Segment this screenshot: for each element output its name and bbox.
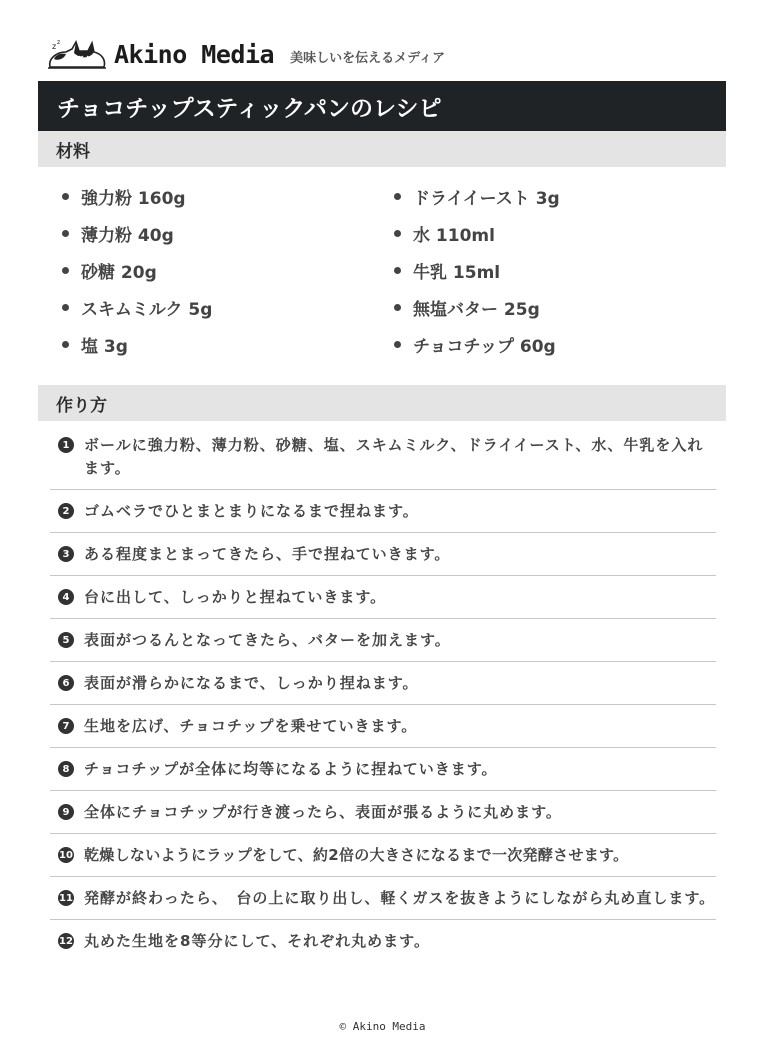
ingredient-item <box>62 178 212 215</box>
ingredient-item <box>62 252 212 289</box>
ingredient-item <box>62 289 212 326</box>
step-text: ボールに強力粉、薄力粉、砂糖、塩、スキムミルク、ドライイースト、水、牛乳を入れます。 <box>84 436 704 477</box>
method-steps <box>50 424 716 962</box>
step-text: 表面が滑らかになるまで、しっかり捏ねます。 <box>84 674 419 692</box>
ingredient-label: 砂糖 20g <box>81 263 157 283</box>
step-number: 5 <box>58 632 74 648</box>
brand-name[interactable]: Akino Media <box>114 39 275 69</box>
copyright-footer: © Akino Media <box>339 1020 426 1033</box>
step-item <box>50 920 716 962</box>
ingredient-label: ドライイースト 3g <box>413 189 560 209</box>
ingredients-list-right <box>394 178 560 363</box>
recipe-title-bar <box>38 81 726 131</box>
step-text: 発酵が終わったら、 台の上に取り出し、軽くガスを抜きようにしながら丸め直します。 <box>84 889 716 907</box>
ingredient-item <box>62 215 212 252</box>
bullet-dot <box>394 304 401 311</box>
step-item <box>50 834 716 877</box>
ingredients-list-left <box>62 178 212 363</box>
step-item <box>50 662 716 705</box>
bullet-dot <box>394 267 401 274</box>
step-item <box>50 619 716 662</box>
ingredient-item <box>394 252 560 289</box>
ingredient-item <box>394 289 560 326</box>
ingredient-item <box>394 326 560 363</box>
step-text: 生地を広げ、チョコチップを乗せていきます。 <box>84 717 418 735</box>
bullet-dot <box>62 267 69 274</box>
step-number: 6 <box>58 675 74 691</box>
recipe-title: チョコチップスティックパンのレシピ <box>57 95 442 122</box>
step-number: 3 <box>58 546 74 562</box>
step-item <box>50 705 716 748</box>
ingredient-item <box>394 178 560 215</box>
step-item <box>50 533 716 576</box>
ingredient-label: 水 110ml <box>413 226 495 246</box>
step-item <box>50 748 716 791</box>
method-heading: 作り方 <box>38 385 726 421</box>
step-text: 全体にチョコチップが行き渡ったら、表面が張るように丸めます。 <box>84 803 562 821</box>
step-number: 10 <box>58 847 74 863</box>
bullet-dot <box>62 341 69 348</box>
step-number: 7 <box>58 718 74 734</box>
step-number: 11 <box>58 890 74 906</box>
step-item <box>50 877 716 920</box>
step-item <box>50 576 716 619</box>
step-text: ある程度まとまってきたら、手で捏ねていきます。 <box>84 545 451 563</box>
svg-text:z: z <box>52 42 57 51</box>
svg-text:z: z <box>57 39 61 46</box>
step-number: 1 <box>58 437 74 453</box>
step-item <box>50 490 716 533</box>
step-text: 丸めた生地を8等分にして、それぞれ丸めます。 <box>84 932 430 950</box>
ingredient-label: 塩 3g <box>81 337 128 357</box>
bullet-dot <box>394 230 401 237</box>
ingredient-label: スキムミルク 5g <box>81 300 213 320</box>
ingredient-label: 無塩バター 25g <box>413 300 540 320</box>
ingredient-label: 強力粉 160g <box>81 189 186 209</box>
step-text: 乾燥しないようにラップをして、約2倍の大きさになるまで一次発酵させます。 <box>84 846 629 864</box>
ingredients-heading: 材料 <box>38 131 726 167</box>
bullet-dot <box>394 193 401 200</box>
ingredient-label: 薄力粉 40g <box>81 226 174 246</box>
ingredient-label: 牛乳 15ml <box>413 263 501 283</box>
sleeping-cat-icon <box>46 37 108 71</box>
step-number: 8 <box>58 761 74 777</box>
ingredient-item <box>394 215 560 252</box>
step-number: 4 <box>58 589 74 605</box>
step-text: 表面がつるんとなってきたら、バターを加えます。 <box>84 631 451 649</box>
step-item <box>50 424 716 490</box>
step-number: 2 <box>58 503 74 519</box>
brand-tagline: 美味しいを伝えるメディア <box>290 50 446 66</box>
step-item <box>50 791 716 834</box>
bullet-dot <box>62 304 69 311</box>
step-text: チョコチップが全体に均等になるように捏ねていきます。 <box>84 760 498 778</box>
step-number: 9 <box>58 804 74 820</box>
site-header <box>46 36 445 72</box>
bullet-dot <box>62 193 69 200</box>
step-text: 台に出して、しっかりと捏ねていきます。 <box>84 588 387 606</box>
ingredient-item <box>62 326 212 363</box>
ingredient-label: チョコチップ 60g <box>413 337 556 357</box>
step-text: ゴムベラでひとまとまりになるまで捏ねます。 <box>84 502 419 520</box>
bullet-dot <box>62 230 69 237</box>
bullet-dot <box>394 341 401 348</box>
step-number: 12 <box>58 933 74 949</box>
